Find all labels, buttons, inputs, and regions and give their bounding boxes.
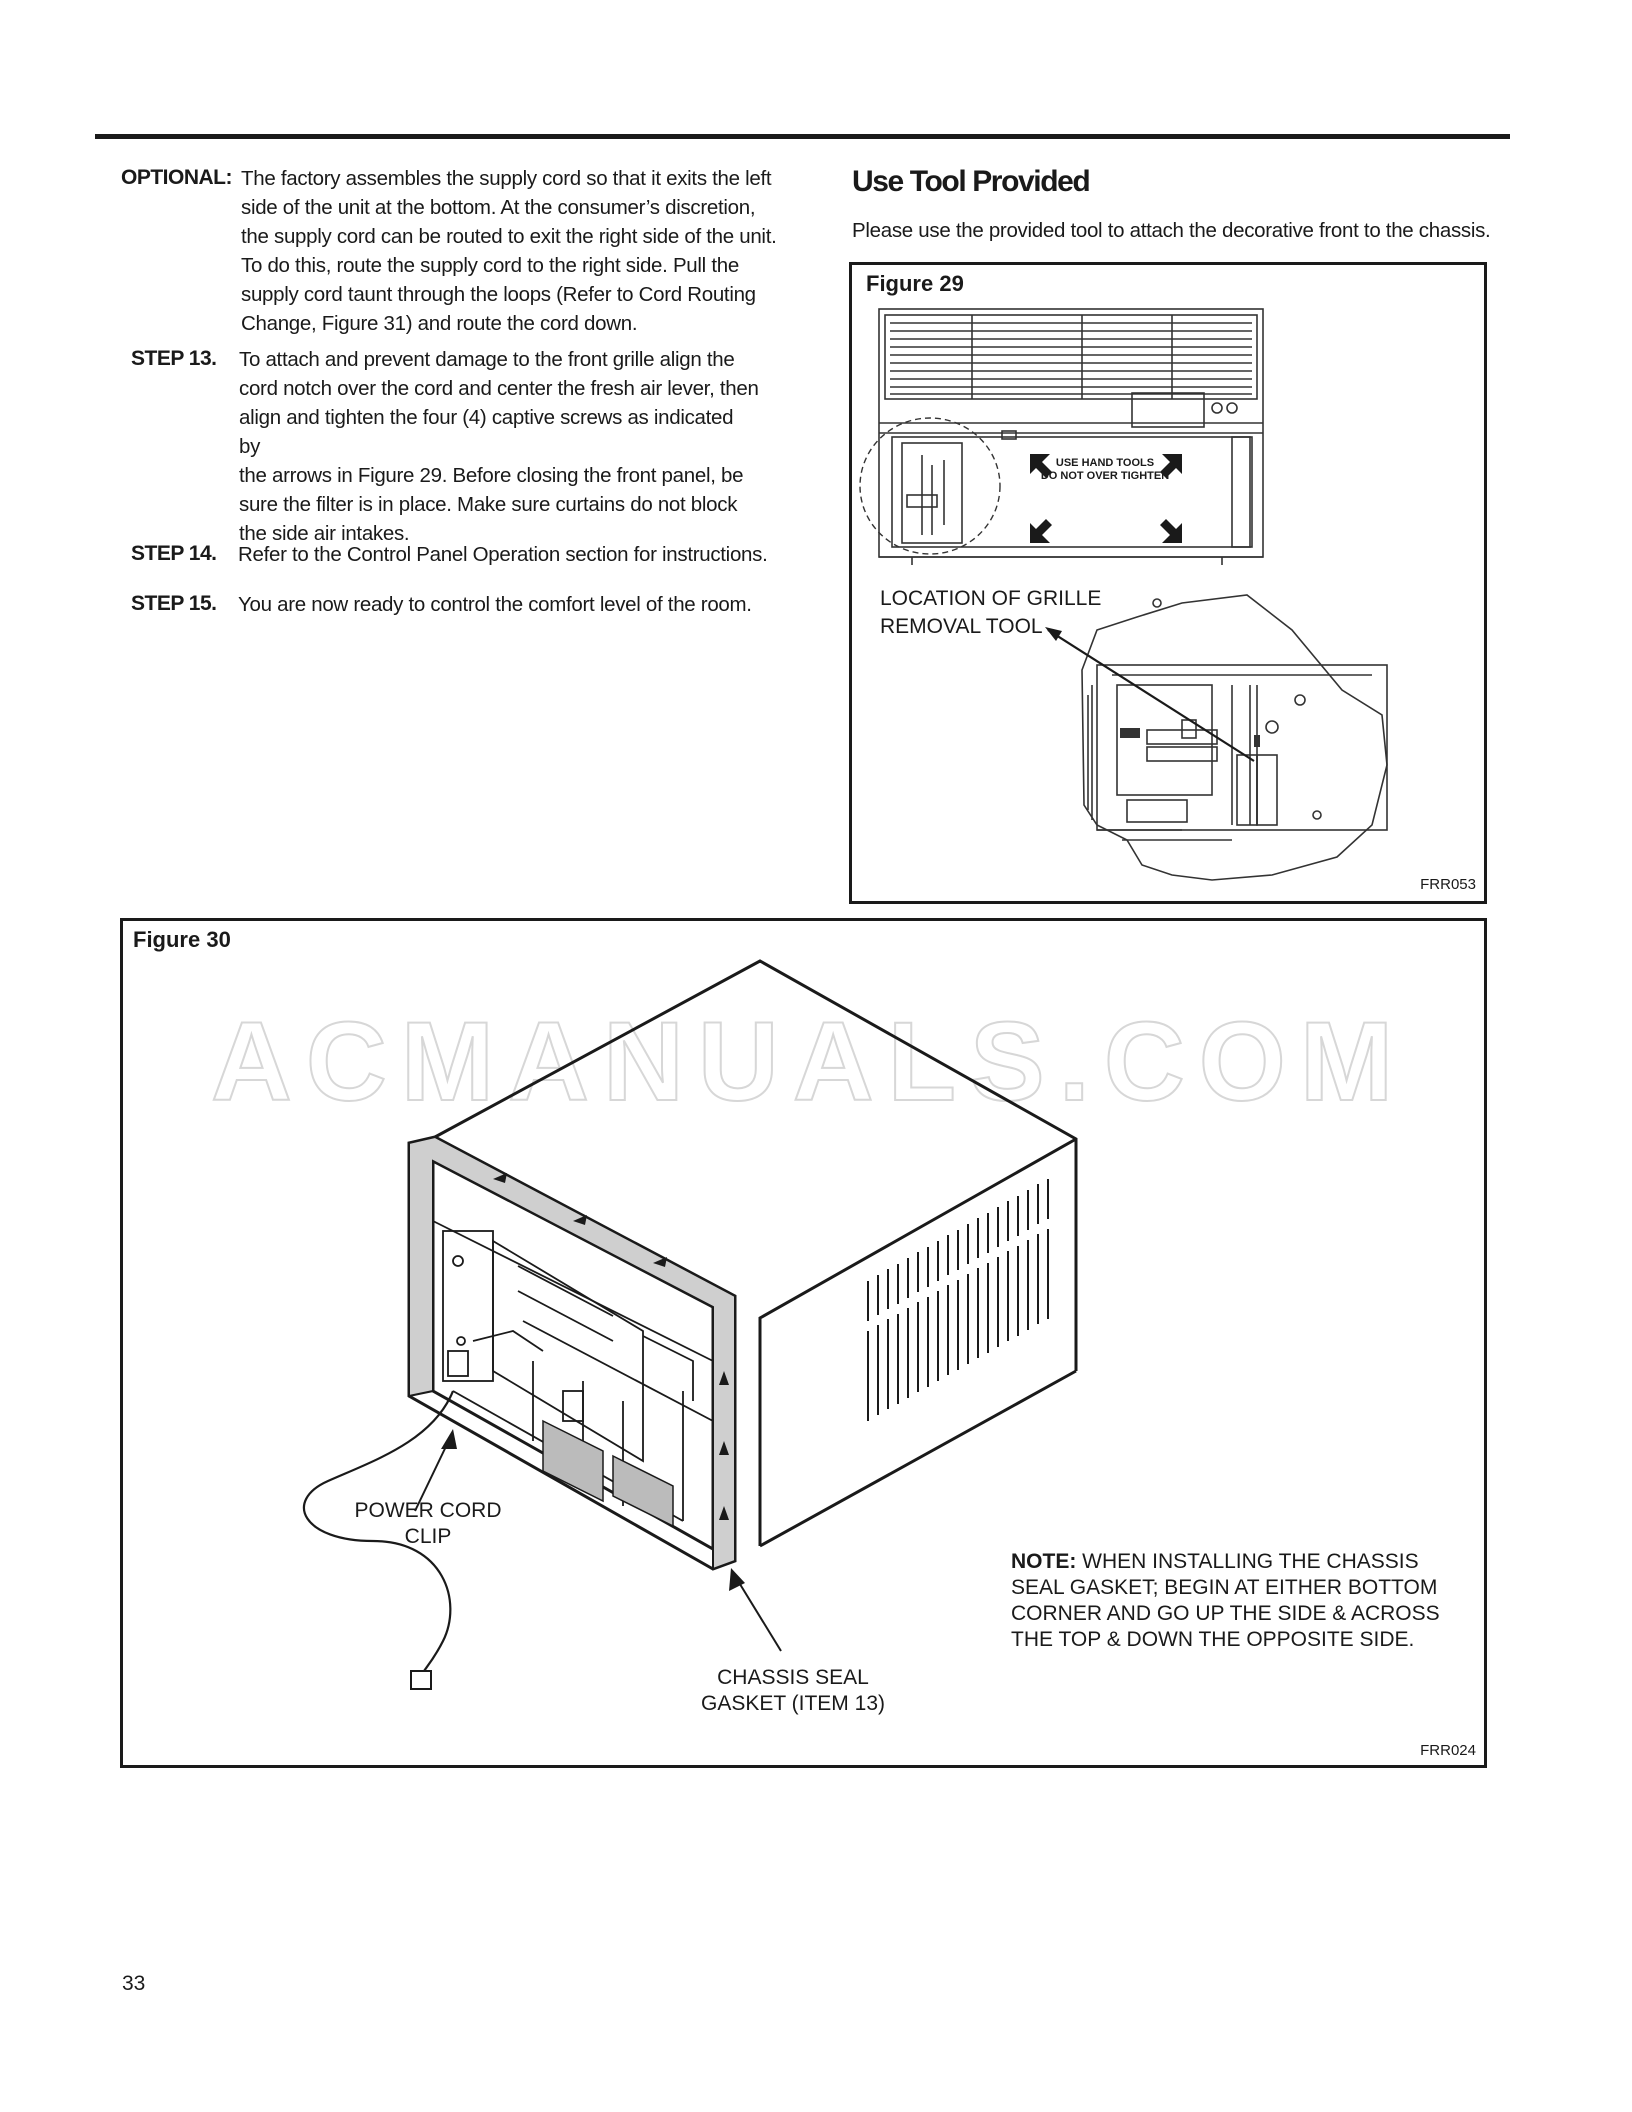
step-14-label: STEP 14.: [131, 542, 217, 565]
header-rule: [95, 134, 1510, 139]
note-label: NOTE:: [1011, 1550, 1077, 1573]
chassis-seal-gasket-line: GASKET (ITEM 13): [701, 1692, 885, 1715]
step-15-line: You are now ready to control the comfort level of the room.: [238, 593, 752, 616]
note-line: CORNER AND GO UP THE SIDE & ACROSS: [1011, 1602, 1440, 1625]
note-line: SEAL GASKET; BEGIN AT EITHER BOTTOM: [1011, 1576, 1438, 1599]
step-13-text: [239, 345, 759, 548]
panel-label-2: DO NOT OVER TIGHTEN: [1040, 470, 1170, 482]
figure-30: [120, 918, 1487, 1768]
figure-29-illustration: [852, 265, 1484, 901]
grille-tool-callout-line: LOCATION OF GRILLE: [880, 587, 1102, 610]
optional-label: OPTIONAL:: [121, 166, 232, 189]
note-line: WHEN INSTALLING THE CHASSIS: [1076, 1550, 1419, 1573]
step-13-line: align and tighten the four (4) captive screws as indicated by: [239, 406, 734, 458]
grille-tool-callout-line: REMOVAL TOOL: [880, 615, 1043, 638]
gasket-note: [1011, 1549, 1471, 1653]
chassis-seal-gasket-callout: [688, 1665, 898, 1717]
optional-text: [241, 164, 781, 338]
step-15-label: STEP 15.: [131, 592, 217, 615]
optional-line: supply cord taunt through the loops (Refer to Cord Routing: [241, 283, 756, 306]
power-cord-clip-callout: [323, 1498, 533, 1550]
figure-29: [849, 262, 1487, 904]
power-cord-clip-line: POWER CORD: [354, 1499, 502, 1522]
section-heading: Use Tool Provided: [852, 165, 1090, 198]
optional-line: The factory assembles the supply cord so that it exits the left: [241, 167, 772, 190]
chassis-seal-gasket-line: CHASSIS SEAL: [717, 1666, 869, 1689]
step-13-line: the arrows in Figure 29. Before closing the front panel, be: [239, 464, 744, 487]
figure-29-title: Figure 29: [866, 271, 964, 296]
optional-line: Change, Figure 31) and route the cord down.: [241, 312, 638, 335]
step-13-line: cord notch over the cord and center the fresh air lever, then: [239, 377, 759, 400]
note-line: THE TOP & DOWN THE OPPOSITE SIDE.: [1011, 1628, 1415, 1651]
power-cord-clip-line: CLIP: [404, 1525, 452, 1548]
step-13-line: sure the filter is in place. Make sure curtains do not block: [239, 493, 738, 516]
optional-line: the supply cord can be routed to exit the right side of the unit.: [241, 225, 777, 248]
figure-30-title: Figure 30: [133, 927, 231, 952]
figure-30-code: FRR024: [1420, 1742, 1476, 1759]
step-13-line: To attach and prevent damage to the front grille align the: [239, 348, 735, 371]
optional-line: side of the unit at the bottom. At the consumer’s discretion,: [241, 196, 756, 219]
step-13-label: STEP 13.: [131, 347, 217, 370]
watermark: ACMANUALS.COM: [211, 999, 1408, 1124]
step-14-line: Refer to the Control Panel Operation section for instructions.: [238, 543, 768, 566]
panel-label-1: USE HAND TOOLS: [1055, 457, 1155, 469]
page-number: 33: [122, 1972, 146, 1995]
grille-tool-callout: [880, 585, 1101, 641]
section-intro: Please use the provided tool to attach the decorative front to the chassis.: [852, 219, 1491, 242]
step-13-line: the side air intakes.: [239, 522, 410, 545]
figure-29-code: FRR053: [1420, 876, 1476, 893]
optional-line: To do this, route the supply cord to the right side. Pull the: [241, 254, 739, 277]
step-14-text: [238, 540, 798, 569]
step-15-text: [238, 590, 798, 619]
